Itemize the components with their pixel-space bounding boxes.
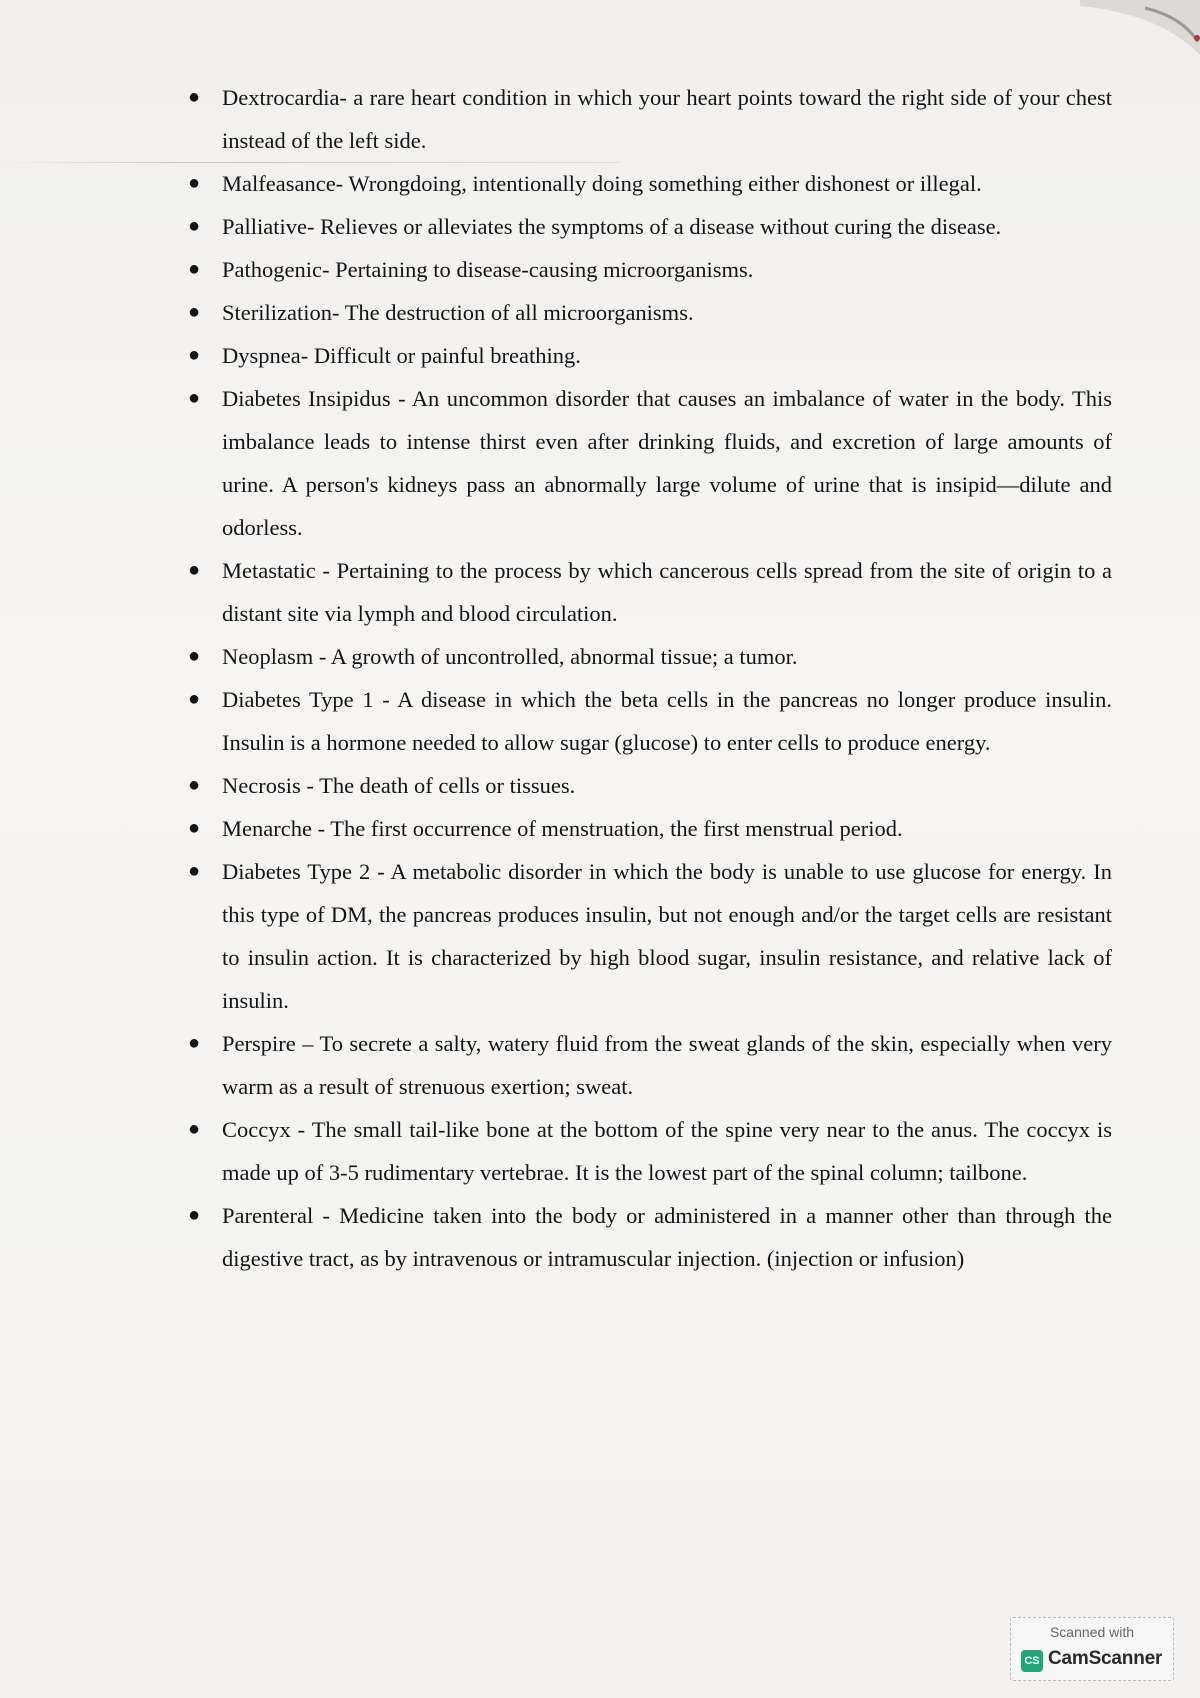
glossary-definition: Medicine taken into the body or administered in a manner other than through the digestive tract, as by intravenous or intramuscular injection. (injection or infusion) — [222, 1203, 1112, 1271]
glossary-term: Parenteral - — [222, 1203, 330, 1228]
bullet-icon: ● — [188, 774, 201, 796]
bullet-icon: ● — [188, 860, 201, 882]
bullet-icon: ● — [188, 387, 201, 409]
camscanner-logo-icon: CS — [1021, 1650, 1043, 1672]
glossary-term: Neoplasm - — [222, 644, 327, 669]
glossary-definition: An uncommon disorder that causes an imbalance of water in the body. This imbalance leads to intense thirst even after drinking fluids, and excretion of large amounts of urine. A person's kidneys pass an abnormally large volume of urine that is insipid—dilute and odorless. — [222, 386, 1113, 540]
bullet-icon: ● — [188, 344, 201, 366]
bullet-icon: ● — [188, 1204, 201, 1226]
glossary-definition: Difficult or painful breathing. — [313, 343, 581, 368]
bullet-icon: ● — [188, 301, 201, 323]
glossary-term: Malfeasance- — [222, 171, 344, 196]
glossary-definition: The death of cells or tissues. — [319, 773, 576, 798]
glossary-term: Diabetes Type 2 - — [222, 859, 385, 884]
glossary-definition: A growth of uncontrolled, abnormal tissue; a tumor. — [330, 644, 798, 669]
bullet-icon: ● — [188, 1032, 201, 1054]
bullet-icon: ● — [188, 86, 201, 108]
glossary-term: Necrosis - — [222, 773, 314, 798]
glossary-item — [188, 248, 1112, 291]
glossary-definition: The destruction of all microorganisms. — [344, 300, 694, 325]
glossary-item — [188, 377, 1113, 549]
glossary-definition: The first occurrence of menstruation, the first menstrual period. — [330, 816, 903, 841]
glossary-term: Dextrocardia- — [222, 85, 347, 110]
bullet-icon: ● — [188, 172, 201, 194]
glossary-item — [188, 850, 1112, 1022]
bullet-icon: ● — [188, 688, 201, 710]
glossary-definition: To secrete a salty, watery fluid from the sweat glands of the skin, especially when very warm as a result of strenuous exertion; sweat. — [222, 1031, 1112, 1099]
glossary-definition: A disease in which the beta cells in the pancreas no longer produce insulin. Insulin is a hormone needed to allow sugar (glucose) to enter cells to produce energy. — [222, 687, 1113, 755]
glossary-term: Perspire – — [222, 1031, 314, 1056]
glossary-item — [188, 1022, 1112, 1108]
watermark-brand: CamScanner — [1048, 1648, 1163, 1669]
glossary-term: Pathogenic- — [222, 257, 330, 282]
glossary-item — [188, 162, 1112, 205]
glossary-item — [188, 1194, 1112, 1280]
glossary-item — [188, 807, 1112, 850]
bullet-icon: ● — [188, 1118, 201, 1140]
glossary-definition: Pertaining to disease-causing microorganisms. — [335, 257, 754, 282]
glossary-list — [0, 76, 1200, 1280]
glossary-item — [188, 764, 1112, 807]
glossary-item — [188, 635, 1112, 678]
glossary-term: Palliative- — [222, 214, 315, 239]
glossary-definition: Wrongdoing, intentionally doing something either dishonest or illegal. — [348, 171, 982, 196]
glossary-item — [188, 549, 1113, 635]
glossary-term: Menarche - — [222, 816, 326, 841]
glossary-term: Diabetes Type 1 - — [222, 687, 390, 712]
bullet-icon: ● — [188, 215, 201, 237]
glossary-term: Coccyx - — [222, 1117, 306, 1142]
glossary-term: Diabetes Insipidus - — [222, 386, 406, 411]
glossary-item — [188, 334, 1112, 377]
glossary-item — [188, 76, 1113, 162]
glossary-term: Dyspnea- — [222, 343, 309, 368]
bullet-icon: ● — [188, 258, 201, 280]
glossary-term: Metastatic - — [222, 558, 330, 583]
glossary-definition: a rare heart condition in which your heart points toward the right side of your chest instead of the left side. — [222, 85, 1113, 153]
glossary-definition: Relieves or alleviates the symptoms of a disease without curing the disease. — [320, 214, 1002, 239]
bullet-icon: ● — [188, 559, 201, 581]
bullet-icon: ● — [188, 645, 201, 667]
glossary-definition: The small tail-like bone at the bottom of the spine very near to the anus. The coccyx is made up of 3-5 rudimentary vertebrae. It is the lowest part of the spinal column; tailbone. — [222, 1117, 1112, 1185]
camscanner-watermark — [1010, 1617, 1174, 1681]
glossary-item — [188, 205, 1112, 248]
glossary-definition: Pertaining to the process by which cancerous cells spread from the site of origin to a distant site via lymph and blood circulation. — [222, 558, 1113, 626]
bullet-icon: ● — [188, 817, 201, 839]
glossary-definition: A metabolic disorder in which the body is unable to use glucose for energy. In this type of DM, the pancreas produces insulin, but not enough and/or the target cells are resistant to insulin action. It is characterized by high blood sugar, insulin resistance, and relative lack of insulin. — [222, 859, 1112, 1013]
watermark-caption: Scanned with — [1049, 1624, 1135, 1640]
page-corner-shadow — [1080, 0, 1200, 55]
glossary-item — [188, 678, 1113, 764]
glossary-item — [188, 1108, 1112, 1194]
glossary-item — [188, 291, 1112, 334]
glossary-term: Sterilization- — [222, 300, 340, 325]
